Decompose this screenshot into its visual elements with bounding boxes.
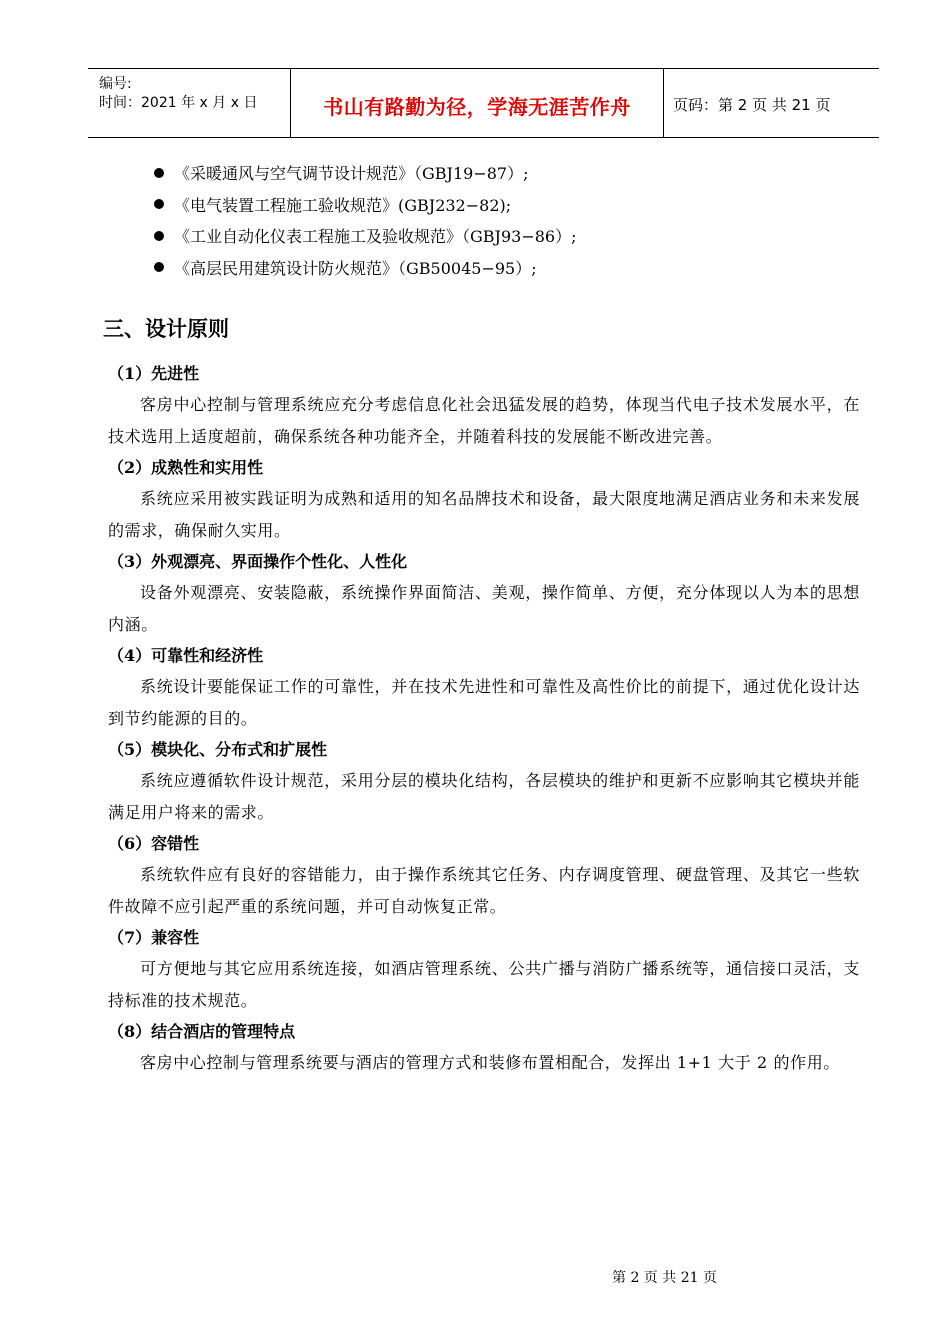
list-item	[154, 221, 874, 253]
time-label: 时间：2021 年 x 月 x 日	[99, 95, 258, 111]
principle-text: 系统软件应有良好的容错能力，由于操作系统其它任务、内存调度管理、硬盘管理、及其它一些软件故障不应引起严重的系统问题，并可自动恢复正常。	[108, 865, 860, 916]
principle-title: （4）可靠性和经济性	[108, 646, 264, 665]
principles-body	[108, 358, 860, 1079]
principle-title: （6）容错性	[108, 834, 200, 853]
list-item-text: 《采暖通风与空气调节设计规范》（GBJ19−87）;	[174, 164, 529, 183]
standards-list	[154, 158, 874, 284]
principle-text: 系统设计要能保证工作的可靠性，并在技术先进性和可靠性及高性价比的前提下，通过优化设计达到节约能源的目的。	[108, 677, 860, 728]
motto: 书山有路勤为径，学海无涯苦作舟	[323, 95, 631, 119]
principle-title: （2）成熟性和实用性	[108, 458, 264, 477]
page-label: 页码：第 2 页 共 21 页	[673, 96, 831, 114]
principle-title: （7）兼容性	[108, 928, 200, 947]
principle-text: 客房中心控制与管理系统要与酒店的管理方式和装修布置相配合，发挥出 1+1 大于 2 的作用。	[140, 1053, 840, 1072]
number-label: 编号:	[99, 76, 132, 92]
header-meta	[88, 69, 290, 137]
principle-text: 客房中心控制与管理系统应充分考虑信息化社会迅猛发展的趋势，体现当代电子技术发展水平，在技术选用上适度超前，确保系统各种功能齐全，并随着科技的发展能不断改进完善。	[108, 395, 860, 446]
principle-title: （3）外观漂亮、界面操作个性化、人性化	[108, 552, 408, 571]
page-header	[88, 68, 879, 138]
principle-text: 系统应遵循软件设计规范，采用分层的模块化结构，各层模块的维护和更新不应影响其它模块并能满足用户将来的需求。	[108, 771, 860, 822]
bullet-icon	[154, 168, 164, 178]
list-item	[154, 158, 874, 190]
principle-title: （8）结合酒店的管理特点	[108, 1022, 296, 1041]
header-page-cell	[663, 69, 879, 137]
principle-text: 系统应采用被实践证明为成熟和适用的知名品牌技术和设备，最大限度地满足酒店业务和未来发展的需求，确保耐久实用。	[108, 489, 860, 540]
bullet-icon	[154, 231, 164, 241]
principle-text: 设备外观漂亮、安装隐蔽，系统操作界面简洁、美观，操作简单、方便，充分体现以人为本的思想内涵。	[108, 583, 860, 634]
list-item	[154, 190, 874, 222]
list-item-text: 《工业自动化仪表工程施工及验收规范》（GBJ93−86）;	[174, 227, 577, 246]
principle-title: （1）先进性	[108, 364, 200, 383]
principle-title: （5）模块化、分布式和扩展性	[108, 740, 328, 759]
principle-text: 可方便地与其它应用系统连接，如酒店管理系统、公共广播与消防广播系统等，通信接口灵活，支持标准的技术规范。	[108, 959, 860, 1010]
bullet-icon	[154, 262, 164, 272]
page-footer: 第 2 页 共 21 页	[612, 1270, 717, 1286]
list-item	[154, 253, 874, 285]
header-motto-cell	[290, 69, 664, 137]
list-item-text: 《高层民用建筑设计防火规范》（GB50045−95）;	[174, 258, 537, 278]
bullet-icon	[154, 199, 164, 209]
list-item-text: 《电气装置工程施工验收规范》(GBJ232−82);	[174, 195, 512, 215]
section-title: 三、设计原则	[103, 316, 229, 341]
